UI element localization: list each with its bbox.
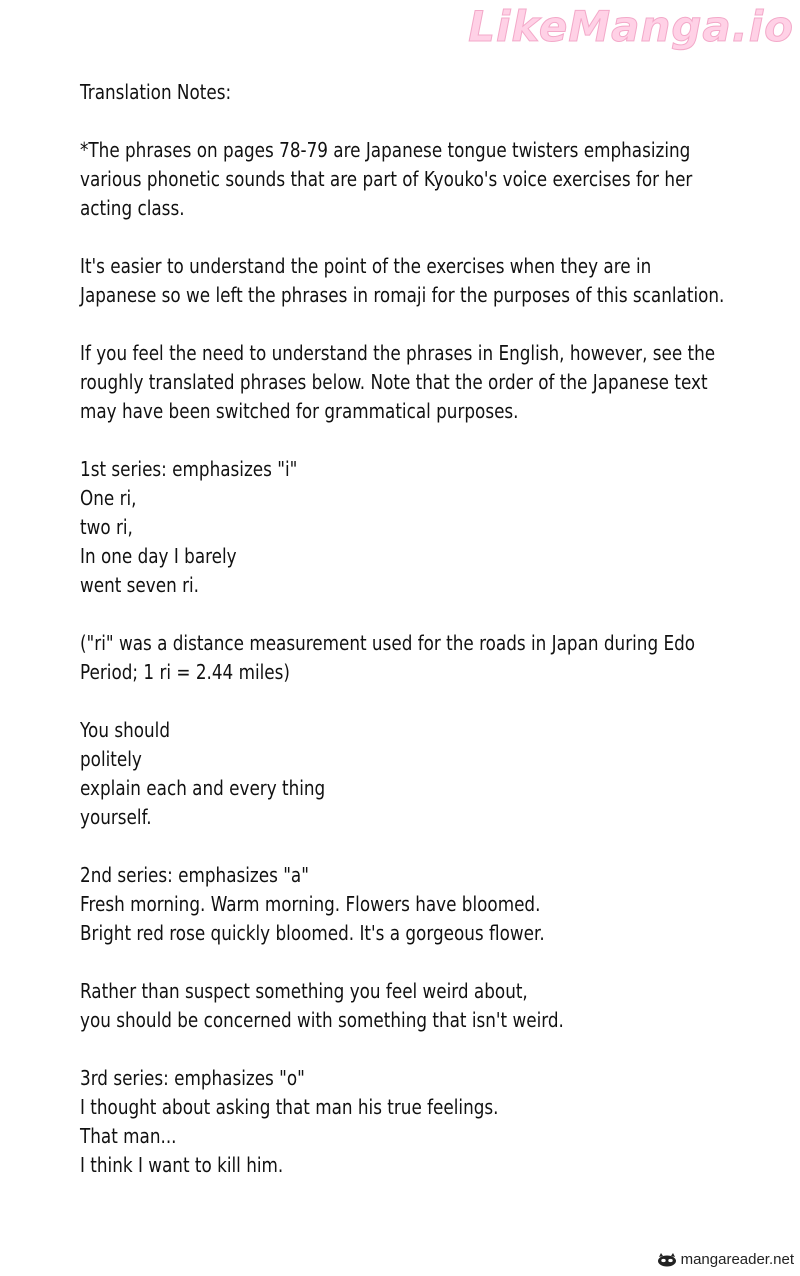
text-line: Fresh morning. Warm morning. Flowers have bloomed. bbox=[80, 892, 541, 916]
notes-title: Translation Notes: bbox=[80, 80, 232, 104]
watermark-logo bbox=[468, 2, 794, 51]
text-line: roughly translated phrases below. Note that the order of the Japanese text bbox=[80, 370, 708, 394]
series-heading: 1st series: emphasizes "i" bbox=[80, 457, 298, 481]
text-line: I thought about asking that man his true feelings. bbox=[80, 1095, 499, 1119]
text-line: Japanese so we left the phrases in romaji for the purposes of this scanlation. bbox=[80, 283, 725, 307]
text-line: acting class. bbox=[80, 196, 185, 220]
text-line: One ri, bbox=[80, 486, 137, 510]
text-line: explain each and every thing bbox=[80, 776, 326, 800]
english-paragraph bbox=[80, 339, 770, 426]
series-heading: 3rd series: emphasizes "o" bbox=[80, 1066, 305, 1090]
intro-paragraph bbox=[80, 136, 770, 223]
watermark-part1: LikeManga bbox=[468, 2, 732, 51]
watermark-part2: .io bbox=[731, 2, 794, 51]
series-3 bbox=[80, 1064, 770, 1180]
text-line: I think I want to kill him. bbox=[80, 1153, 284, 1177]
text-line: ("ri" was a distance measurement used for the roads in Japan during Edo bbox=[80, 631, 696, 655]
text-line: You should bbox=[80, 718, 171, 742]
text-line: Rather than suspect something you feel weird about, bbox=[80, 979, 528, 1003]
series-2b bbox=[80, 977, 770, 1035]
footer-site: mangareader.net bbox=[680, 1251, 794, 1268]
text-line: That man... bbox=[80, 1124, 177, 1148]
raccoon-logo-icon bbox=[656, 1253, 678, 1267]
text-line: may have been switched for grammatical purposes. bbox=[80, 399, 519, 423]
text-line: you should be concerned with something that isn't weird. bbox=[80, 1008, 564, 1032]
text-line: various phonetic sounds that are part of Kyouko's voice exercises for her bbox=[80, 167, 693, 191]
text-line: two ri, bbox=[80, 515, 133, 539]
series-2 bbox=[80, 861, 770, 948]
ri-note bbox=[80, 629, 770, 687]
series-1 bbox=[80, 455, 770, 600]
footer-credit bbox=[656, 1251, 794, 1268]
text-line: Period; 1 ri = 2.44 miles) bbox=[80, 660, 290, 684]
text-line: yourself. bbox=[80, 805, 152, 829]
text-line: went seven ri. bbox=[80, 573, 200, 597]
series-1b bbox=[80, 716, 770, 832]
text-line: In one day I barely bbox=[80, 544, 237, 568]
text-line: If you feel the need to understand the phrases in English, however, see the bbox=[80, 341, 716, 365]
text-line: *The phrases on pages 78-79 are Japanese tongue twisters emphasizing bbox=[80, 138, 691, 162]
text-line: Bright red rose quickly bloomed. It's a gorgeous flower. bbox=[80, 921, 545, 945]
romaji-paragraph bbox=[80, 252, 770, 310]
series-heading: 2nd series: emphasizes "a" bbox=[80, 863, 309, 887]
text-line: It's easier to understand the point of the exercises when they are in bbox=[80, 254, 652, 278]
text-line: politely bbox=[80, 747, 142, 771]
translation-notes-page bbox=[80, 78, 725, 1180]
